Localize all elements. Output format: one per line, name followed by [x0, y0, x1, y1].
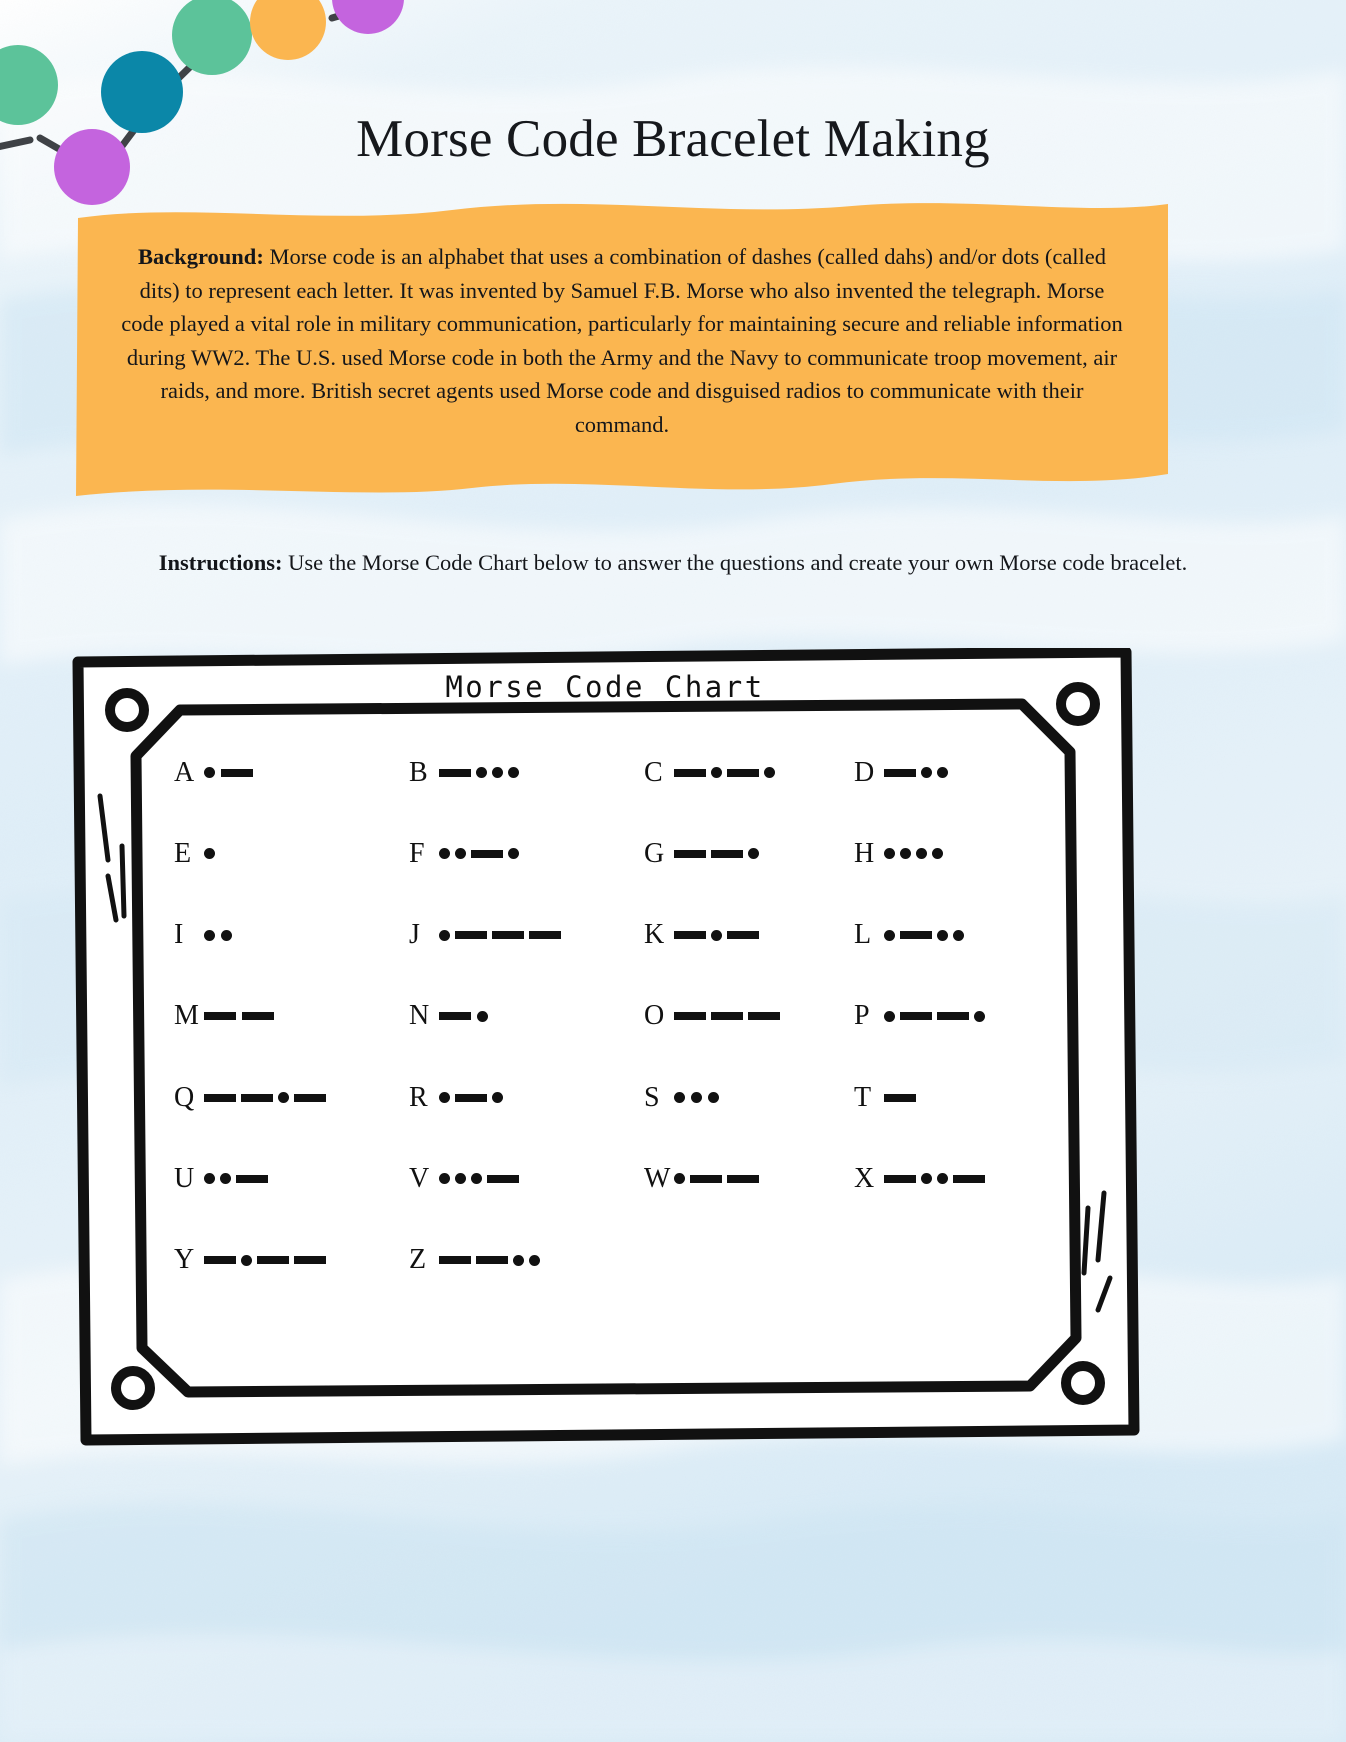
bead-orange-2: [250, 0, 326, 60]
morse-letter: X: [854, 1162, 875, 1194]
morse-letter: J: [409, 919, 420, 951]
morse-letter: T: [854, 1081, 872, 1113]
morse-pattern: [884, 848, 943, 859]
morse-letter: S: [644, 1081, 660, 1113]
morse-pattern: [204, 1012, 274, 1020]
morse-entry: [174, 976, 409, 1057]
morse-entry: [409, 1138, 644, 1219]
morse-code-chart-plaque: [70, 648, 1140, 1448]
morse-pattern: [884, 1173, 985, 1184]
morse-entry: [174, 1138, 409, 1219]
morse-pattern: [439, 1092, 503, 1103]
morse-pattern: [204, 1092, 326, 1103]
background-body: Morse code is an alphabet that uses a combination of dashes (called dahs) and/or dots (called dits) to represent each letter. It was invented by Samuel F.B. Morse who also invented the telegraph. Morse code played a vital role in military communication, particularly for maintaining secure and reliable information during WW2. The U.S. used Morse code in both the Army and the Navy to communicate troop movement, air raids, and more. British secret agents used Morse code and disguised radios to communicate with their command.: [121, 244, 1123, 437]
morse-letter: V: [409, 1162, 430, 1194]
morse-entry: [409, 1057, 644, 1138]
morse-letter: Z: [409, 1244, 427, 1276]
morse-entry: [854, 813, 1064, 894]
morse-entry: [854, 976, 1064, 1057]
morse-pattern: [674, 930, 759, 941]
morse-entry: [854, 732, 1064, 813]
morse-pattern: [439, 1255, 540, 1266]
morse-code-grid: [174, 732, 1064, 1382]
bead-green-2: [172, 0, 252, 75]
background-info-text: [72, 196, 1172, 441]
morse-letter: G: [644, 837, 665, 869]
morse-letter: N: [409, 1000, 430, 1032]
morse-letter: Q: [174, 1081, 195, 1113]
morse-letter: I: [174, 919, 184, 951]
morse-entry: [409, 976, 644, 1057]
instructions-body: Use the Morse Code Chart below to answer the questions and create your own Morse code bracelet.: [282, 550, 1188, 575]
morse-pattern: [674, 1173, 759, 1184]
morse-pattern: [204, 930, 232, 941]
morse-pattern: [674, 848, 759, 859]
morse-entry: [644, 813, 854, 894]
morse-entry: [409, 895, 644, 976]
morse-letter: B: [409, 756, 428, 788]
morse-entry-empty: [174, 1301, 409, 1382]
morse-entry: [644, 895, 854, 976]
morse-entry: [174, 895, 409, 976]
morse-entry-empty: [644, 1220, 854, 1301]
morse-entry: [854, 1057, 1064, 1138]
morse-entry: [854, 1138, 1064, 1219]
morse-entry: [409, 813, 644, 894]
morse-pattern: [439, 1011, 488, 1022]
instructions-block: [140, 546, 1206, 580]
morse-entry: [644, 976, 854, 1057]
page-title: Morse Code Bracelet Making: [356, 110, 990, 168]
morse-letter: Y: [174, 1244, 195, 1276]
morse-letter: E: [174, 837, 192, 869]
morse-letter: R: [409, 1081, 428, 1113]
morse-entry: [174, 1220, 409, 1301]
morse-entry-empty: [854, 1301, 1064, 1382]
morse-pattern: [674, 1092, 719, 1103]
morse-entry: [409, 1220, 644, 1301]
morse-entry: [174, 732, 409, 813]
chart-title: Morse Code Chart: [445, 670, 765, 704]
morse-pattern: [204, 767, 253, 778]
morse-entry: [854, 895, 1064, 976]
background-label: Background:: [137, 244, 264, 269]
morse-letter: O: [644, 1000, 665, 1032]
morse-entry: [409, 732, 644, 813]
morse-letter: U: [174, 1162, 195, 1194]
morse-pattern: [884, 1011, 985, 1022]
morse-pattern: [884, 1094, 916, 1102]
morse-pattern: [674, 767, 775, 778]
morse-pattern: [204, 1173, 268, 1184]
morse-pattern: [884, 767, 948, 778]
morse-pattern: [674, 1012, 780, 1020]
morse-letter: K: [644, 919, 665, 951]
morse-letter: C: [644, 756, 663, 788]
morse-entry: [644, 732, 854, 813]
morse-entry-empty: [644, 1301, 854, 1382]
morse-entry: [174, 1057, 409, 1138]
morse-pattern: [204, 1255, 326, 1266]
bead-purple-2: [332, 0, 404, 34]
morse-letter: H: [854, 837, 875, 869]
instructions-label: Instructions:: [158, 550, 283, 575]
morse-pattern: [439, 848, 519, 859]
morse-letter: P: [854, 1000, 870, 1032]
morse-letter: M: [174, 1000, 199, 1032]
morse-pattern: [439, 930, 561, 941]
morse-letter: A: [174, 756, 195, 788]
morse-letter: W: [644, 1162, 671, 1194]
morse-letter: F: [409, 837, 425, 869]
morse-entry-empty: [854, 1220, 1064, 1301]
morse-entry: [644, 1138, 854, 1219]
morse-entry-empty: [409, 1301, 644, 1382]
morse-pattern: [439, 1173, 519, 1184]
morse-entry: [174, 813, 409, 894]
morse-pattern: [884, 930, 964, 941]
morse-letter: D: [854, 756, 875, 788]
morse-letter: L: [854, 919, 872, 951]
background-info-box: [72, 196, 1172, 506]
morse-entry: [644, 1057, 854, 1138]
morse-pattern: [439, 767, 519, 778]
morse-pattern: [204, 848, 215, 859]
